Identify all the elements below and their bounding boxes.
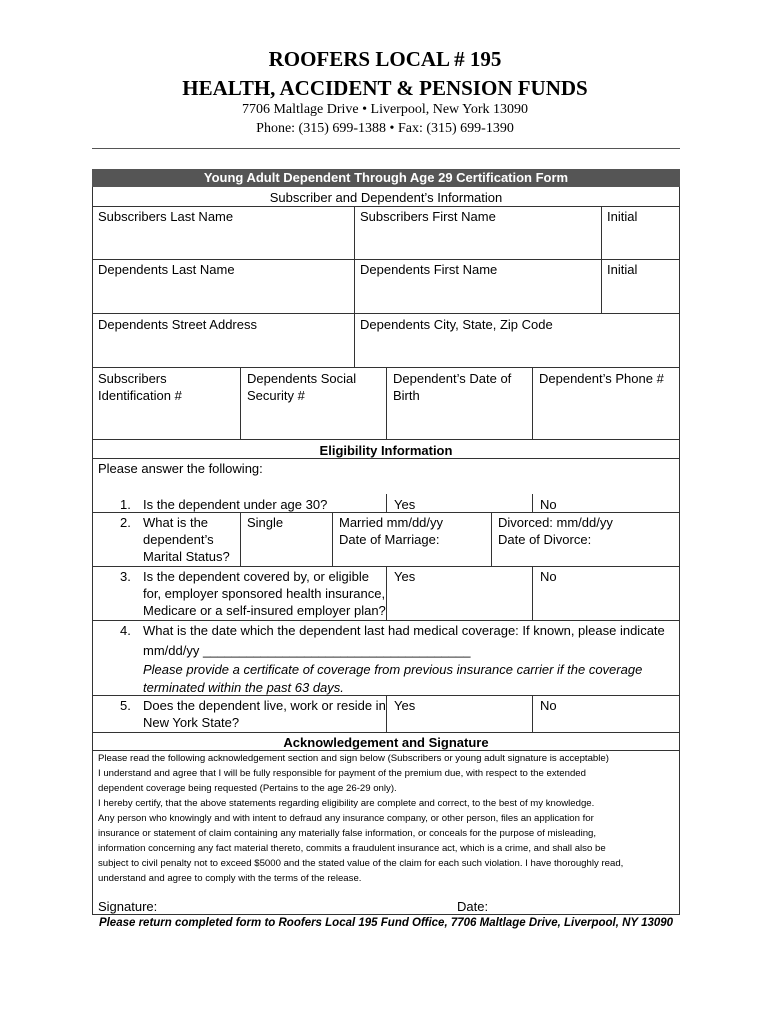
q3-number: 3.: [120, 569, 131, 584]
q5-text-2: New York State?: [143, 715, 240, 730]
form-title: Young Adult Dependent Through Age 29 Certification Form: [92, 169, 680, 187]
q3-text-3: Medicare or a self-insured employer plan?: [143, 603, 386, 618]
please-answer-text: Please answer the following:: [98, 461, 263, 476]
section-acknowledgement: Acknowledgement and Signature: [283, 735, 489, 750]
form-border-left: [92, 169, 93, 915]
q2-divorce-date-field[interactable]: Date of Divorce:: [498, 532, 592, 547]
subscriber-initial-field[interactable]: Initial: [607, 209, 638, 224]
dependent-ssn-label-1: Dependents Social: [247, 371, 357, 386]
org-address: 7706 Maltlage Drive • Liverpool, New York 13090: [241, 102, 529, 117]
q3-yes-option[interactable]: Yes: [394, 569, 416, 584]
q4-text-1: What is the date which the dependent last had medical coverage: If known, please indicate: [143, 623, 665, 638]
col-line: [601, 206, 602, 314]
q2-text-1: What is the: [143, 515, 209, 530]
dependent-phone-field[interactable]: Dependent’s Phone #: [539, 371, 664, 386]
col-line: [332, 512, 333, 566]
row-line: [92, 750, 680, 751]
col-line: [354, 313, 355, 368]
org-phone: Phone: (315) 699-1388 • Fax: (315) 699-1390: [256, 121, 514, 136]
col-line: [532, 494, 533, 513]
subscriber-id-label-1: Subscribers: [98, 371, 167, 386]
ack-line-9: understand and agree to comply with the terms of the release.: [98, 873, 362, 884]
q5-text-1: Does the dependent live, work or reside in: [143, 698, 386, 713]
dependent-initial-field[interactable]: Initial: [607, 262, 638, 277]
subscriber-last-name-field[interactable]: Subscribers Last Name: [98, 209, 234, 224]
row-line: [92, 313, 680, 314]
q2-text-3: Marital Status?: [143, 549, 230, 564]
ack-line-3: dependent coverage being requested (Pertains to the age 26-29 only).: [98, 783, 397, 794]
q4-note-1: Please provide a certificate of coverage from previous insurance carrier if the coverage: [143, 662, 643, 677]
col-line: [240, 367, 241, 440]
col-line: [532, 695, 533, 732]
ack-line-2: I understand and agree that I will be fully responsible for payment of the premium due, with respect to the extended: [98, 768, 586, 779]
q5-no-option[interactable]: No: [540, 698, 557, 713]
dependent-city-state-zip-field[interactable]: Dependents City, State, Zip Code: [360, 317, 553, 332]
ack-line-4: I hereby certify, that the above statements regarding eligibility are complete and correct, to the best of my knowledge.: [98, 798, 595, 809]
dependent-street-field[interactable]: Dependents Street Address: [98, 317, 257, 332]
col-line: [386, 494, 387, 513]
col-line: [386, 566, 387, 621]
col-line: [491, 512, 492, 566]
dependent-first-name-field[interactable]: Dependents First Name: [360, 262, 498, 277]
q3-no-option[interactable]: No: [540, 569, 557, 584]
subscriber-first-name-field[interactable]: Subscribers First Name: [360, 209, 496, 224]
q2-marriage-date-field[interactable]: Date of Marriage:: [339, 532, 440, 547]
dependent-last-name-field[interactable]: Dependents Last Name: [98, 262, 235, 277]
row-line: [92, 439, 680, 440]
row-line: [92, 620, 680, 621]
subscriber-id-field[interactable]: Identification #: [98, 388, 182, 403]
q3-text-2: for, employer sponsored health insurance,: [143, 586, 386, 601]
section-eligibility: Eligibility Information: [319, 443, 453, 458]
dependent-dob-label-1: Dependent’s Date of: [393, 371, 512, 386]
q1-text: Is the dependent under age 30?: [143, 497, 328, 512]
q2-number: 2.: [120, 515, 131, 530]
row-line: [92, 512, 680, 513]
org-subtitle: HEALTH, ACCIDENT & PENSION FUNDS: [182, 76, 588, 100]
org-title: ROOFERS LOCAL # 195: [268, 47, 502, 71]
row-line: [92, 206, 680, 207]
q2-divorced-label: Divorced: mm/dd/yy: [498, 515, 613, 530]
date-field[interactable]: Date:: [457, 899, 489, 914]
col-line: [532, 367, 533, 440]
row-line: [92, 732, 680, 733]
col-line: [532, 566, 533, 621]
col-line: [240, 512, 241, 566]
return-instructions: Please return completed form to Roofers Local 195 Fund Office, 7706 Maltlage Drive, Liverpool, NY 13090: [98, 917, 674, 929]
ack-line-1: Please read the following acknowledgement section and sign below (Subscribers or young adult signature is acceptable): [98, 753, 609, 764]
q2-text-2: dependent’s: [143, 532, 214, 547]
col-line: [386, 367, 387, 440]
ack-line-7: information concerning any fact material thereto, commits a fraudulent insurance act, which is a crime, and shall also be: [98, 843, 606, 854]
form-border-right: [679, 169, 680, 915]
ack-line-8: subject to civil penalty not to exceed $5000 and the stated value of the claim for each such violation. I have thoroughly read,: [98, 858, 624, 869]
q1-number: 1.: [120, 497, 131, 512]
q4-number: 4.: [120, 623, 131, 638]
q3-text-1: Is the dependent covered by, or eligible: [143, 569, 369, 584]
col-line: [386, 695, 387, 732]
q4-date-field[interactable]: mm/dd/yy _____________________________________: [143, 643, 471, 658]
ack-line-5: Any person who knowingly and with intent to defraud any insurance company, or other person, files an application for: [98, 813, 594, 824]
header-divider: [92, 148, 680, 149]
q1-yes-option[interactable]: Yes: [394, 497, 416, 512]
dependent-ssn-field[interactable]: Security #: [247, 388, 305, 403]
section-subscriber-info: Subscriber and Dependent’s Information: [269, 190, 503, 205]
q5-yes-option[interactable]: Yes: [394, 698, 416, 713]
q4-note-2: terminated within the past 63 days.: [143, 680, 344, 695]
q2-single-option[interactable]: Single: [247, 515, 284, 530]
q2-married-label: Married mm/dd/yy: [339, 515, 444, 530]
dependent-dob-field[interactable]: Birth: [393, 388, 420, 403]
signature-field[interactable]: Signature:: [98, 899, 158, 914]
ack-line-6: insurance or statement of claim containing any materially false information, or conceals for the purpose of misleading,: [98, 828, 597, 839]
row-line: [92, 259, 680, 260]
q1-no-option[interactable]: No: [540, 497, 557, 512]
col-line: [354, 206, 355, 314]
q5-number: 5.: [120, 698, 131, 713]
row-line: [92, 458, 680, 459]
